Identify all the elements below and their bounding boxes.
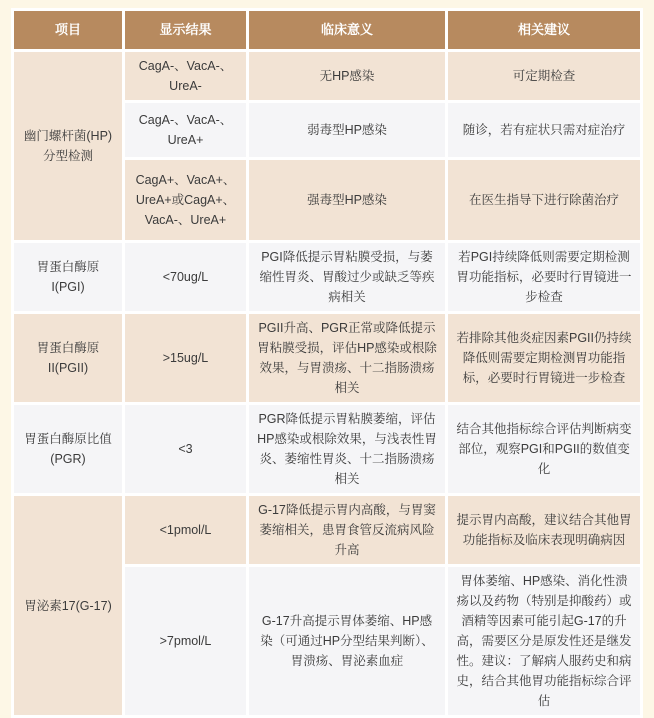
header-result: 显示结果 xyxy=(125,11,246,49)
item-cell-pgr: 胃蛋白酶原比值(PGR) xyxy=(14,405,122,493)
table-row xyxy=(14,243,640,311)
table-row xyxy=(14,496,640,564)
significance-cell: 强毒型HP感染 xyxy=(249,160,445,240)
significance-cell: 弱毒型HP感染 xyxy=(249,103,445,157)
significance-cell: PGII升高、PGR正常或降低提示胃粘膜受损，评估HP感染或根除效果，与胃溃疡、十二指肠溃疡相关 xyxy=(249,314,445,402)
result-cell: <1pmol/L xyxy=(125,496,246,564)
result-cell: <3 xyxy=(125,405,246,493)
significance-cell: 无HP感染 xyxy=(249,52,445,100)
result-cell: CagA+、VacA+、UreA+或CagA+、VacA-、UreA+ xyxy=(125,160,246,240)
advice-cell: 提示胃内高酸，建议结合其他胃功能指标及临床表现明确病因 xyxy=(448,496,640,564)
header-item: 项目 xyxy=(14,11,122,49)
result-cell: >7pmol/L xyxy=(125,567,246,715)
significance-cell: G-17降低提示胃内高酸，与胃窦萎缩相关，患胃食管反流病风险升高 xyxy=(249,496,445,564)
result-cell: >15ug/L xyxy=(125,314,246,402)
advice-cell: 随诊，若有症状只需对症治疗 xyxy=(448,103,640,157)
header-row xyxy=(14,11,640,49)
advice-cell: 结合其他指标综合评估判断病变部位，观察PGI和PGII的数值变化 xyxy=(448,405,640,493)
item-cell-hp-typing: 幽门螺杆菌(HP)分型检测 xyxy=(14,52,122,240)
header-significance: 临床意义 xyxy=(249,11,445,49)
gastric-function-report-table xyxy=(11,8,643,718)
advice-cell: 若PGI持续降低则需要定期检测胃功能指标，必要时行胃镜进一步检查 xyxy=(448,243,640,311)
advice-cell: 可定期检查 xyxy=(448,52,640,100)
result-cell: CagA-、VacA-、UreA- xyxy=(125,52,246,100)
header-advice: 相关建议 xyxy=(448,11,640,49)
table-row xyxy=(14,52,640,100)
advice-cell: 若排除其他炎症因素PGII仍持续降低则需要定期检测胃功能指标，必要时行胃镜进一步检查 xyxy=(448,314,640,402)
result-cell: CagA-、VacA-、UreA+ xyxy=(125,103,246,157)
significance-cell: PGR降低提示胃粘膜萎缩，评估HP感染或根除效果，与浅表性胃炎、萎缩性胃炎、十二指肠溃疡相关 xyxy=(249,405,445,493)
significance-cell: PGI降低提示胃粘膜受损，与萎缩性胃炎、胃酸过少或缺乏等疾病相关 xyxy=(249,243,445,311)
significance-cell: G-17升高提示胃体萎缩、HP感染（可通过HP分型结果判断）、胃溃疡、胃泌素血症 xyxy=(249,567,445,715)
item-cell-pgii: 胃蛋白酶原II(PGII) xyxy=(14,314,122,402)
item-cell-g17: 胃泌素17(G-17) xyxy=(14,496,122,715)
table-row xyxy=(14,314,640,402)
item-cell-pgi: 胃蛋白酶原I(PGI) xyxy=(14,243,122,311)
advice-cell: 在医生指导下进行除菌治疗 xyxy=(448,160,640,240)
table-row xyxy=(14,405,640,493)
result-cell: <70ug/L xyxy=(125,243,246,311)
advice-cell: 胃体萎缩、HP感染、消化性溃疡以及药物（特别是抑酸药）或酒精等因素可能引起G-17的升高，需要区分是原发性还是继发性。建议：了解病人服药史和病史，结合其他胃功能指标综合评估 xyxy=(448,567,640,715)
